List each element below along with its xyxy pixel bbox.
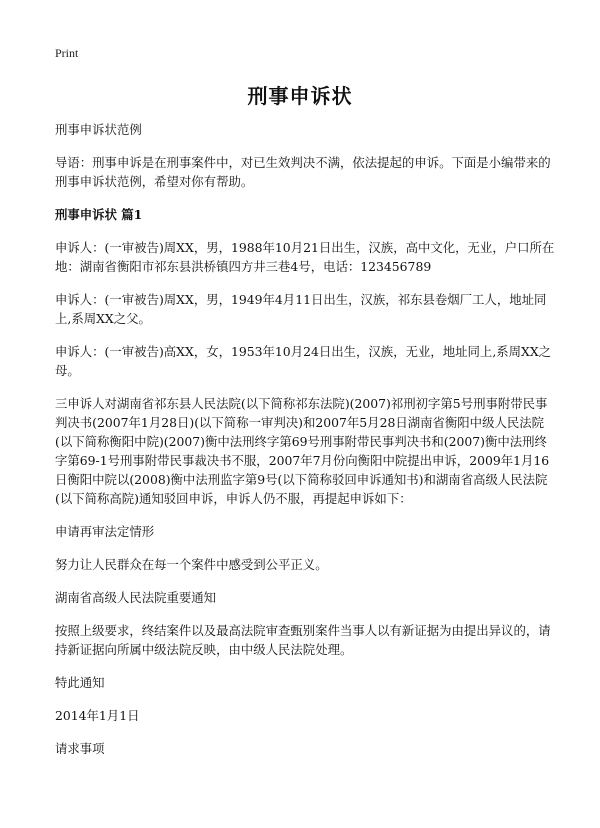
intro-paragraph: 导语：刑事申诉是在刑事案件中，对已生效判决不满，依法提起的申诉。下面是小编带来的刑事申诉状范例，希望对你有帮助。 xyxy=(55,155,551,189)
print-link[interactable]: Print xyxy=(55,46,79,60)
special-notice: 特此通知 xyxy=(55,675,105,690)
notice-date: 2014年1月1日 xyxy=(55,708,140,723)
section-title: 刑事申诉状 篇1 xyxy=(55,207,143,222)
request-heading: 请求事项 xyxy=(55,741,105,756)
notice-body: 按照上级要求，终结案件以及最高法院审查甄别案件当事人以有新证据为由提出异议的，请持新证据向所属中级法院反映，由中级人民法院处理。 xyxy=(55,623,551,657)
body-paragraph: 三申诉人对湖南省祁东县人民法院(以下简称祁东法院)(2007)祁刑初字第5号刑事附带民事判决书(2007年1月28日)(以下简称一审判决)和2007年5月28日湖南省衡阳中级人民法院(以下简称衡阳中院)(2007)衡中法刑终字第69号刑事附带民事判决书和(2007)衡中法刑终字第69-1号刑事附带民事裁决书不服，2007年7月份向衡阳中院提出申诉，2009年1月16日衡阳中院以(2008)衡中法刑监字第9号(以下简称驳回申诉通知书)和湖南省高级人民法院(以下简称高院)通知驳回申诉，申诉人仍不服，再提起申诉如下： xyxy=(55,396,550,506)
retrial-heading: 申请再审法定情形 xyxy=(55,524,155,539)
document-title: 刑事申诉状 xyxy=(247,84,353,108)
example-heading: 刑事申诉状范例 xyxy=(55,122,142,137)
appellant-2: 申诉人：(一审被告)周XX，男，1949年4月11日出生，汉族，祁东县卷烟厂工人，地址同上,系周XX之父。 xyxy=(55,292,547,326)
document-body xyxy=(55,120,555,772)
justice-line: 努力让人民群众在每一个案件中感受到公平正义。 xyxy=(55,557,328,572)
notice-title: 湖南省高级人民法院重要通知 xyxy=(55,590,217,605)
appellant-1: 申诉人：(一审被告)周XX，男，1988年10月21日出生，汉族，高中文化，无业，户口所在地：湖南省衡阳市祁东县洪桥镇四方井三巷4号，电话：123456789 xyxy=(55,240,555,274)
appellant-3: 申诉人：(一审被告)高XX，女，1953年10月24日出生，汉族，无业，地址同上,系周XX之母。 xyxy=(55,344,552,378)
